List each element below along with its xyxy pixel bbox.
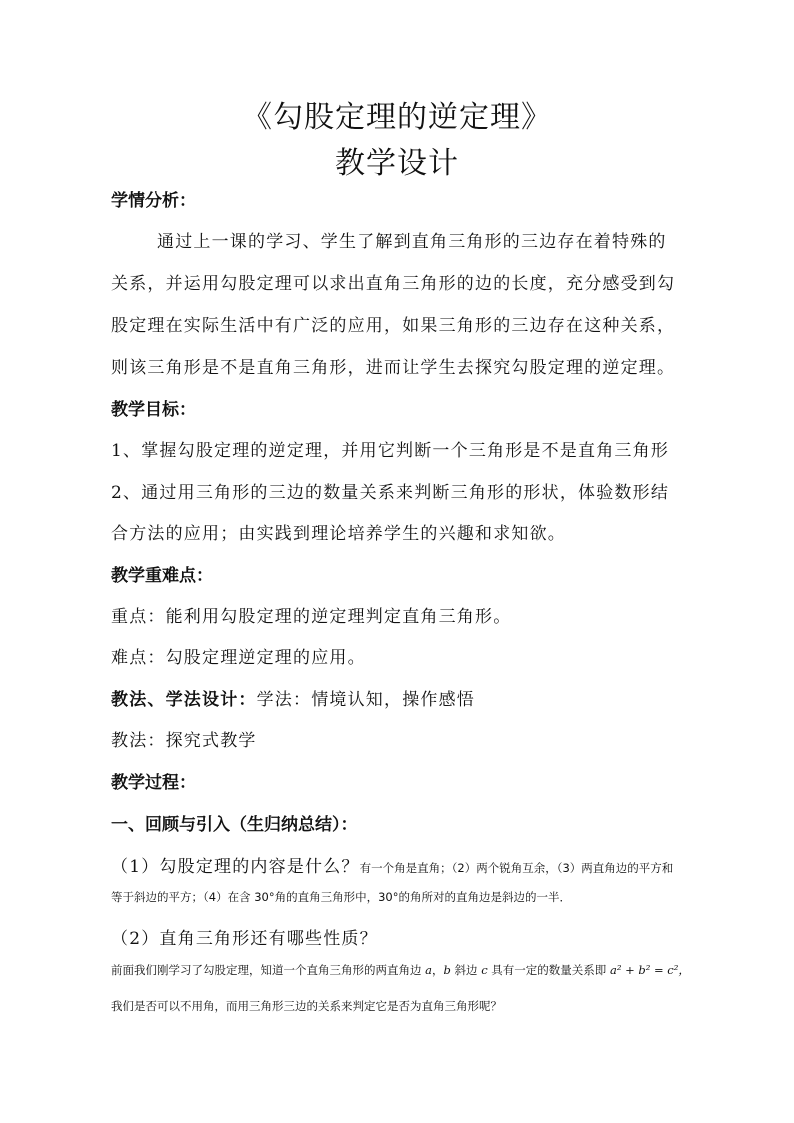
learning-method: 学法：情境认知，操作感悟 (256, 690, 476, 710)
heading-student-analysis: 学情分析： (111, 191, 196, 211)
intro-end: 具有一定的数量关系即 (487, 963, 610, 977)
goal-1: 1、掌握勾股定理的逆定理，并用它判断一个三角形是不是直角三角形 (111, 441, 670, 461)
analysis-paragraph-line-4: 则该三角形是不是直角三角形，进而让学生去探究勾股定理的逆定理。 (111, 358, 676, 378)
methods-line (111, 685, 475, 710)
var-a: a (425, 963, 433, 977)
intro-mid: 斜边 (450, 963, 482, 977)
teaching-method: 教法：探究式教学 (111, 731, 257, 751)
section-1-heading: 一、回顾与引入（生归纳总结）： (111, 815, 358, 835)
question-1-answer-part-2: 等于斜边的平方；（4）在含 30°角的直角三角形中，30°的角所对的直角边是斜边的一半． (111, 890, 571, 904)
title-line-1: 《勾股定理的逆定理》 (242, 100, 552, 135)
title-line-2: 教学设计 (335, 146, 459, 181)
intro-paragraph-line-1 (111, 962, 690, 978)
goal-2-line-1: 2、通过用三角形的三边的数量关系来判断三角形的形状，体验数形结 (111, 483, 670, 503)
intro-paragraph-line-2: 我们是否可以不用角，而用三角形三边的关系来判定它是否为直角三角形呢？ (111, 999, 502, 1013)
var-b: b (443, 963, 451, 977)
question-1-line (111, 852, 673, 877)
analysis-paragraph-line-3: 股定理在实际生活中有广泛的应用，如果三角形的三边存在这种关系， (111, 316, 676, 336)
question-1-answer-part-1: 有一个角是直角；（2）两个锐角互余，（3）两直角边的平方和 (359, 861, 674, 875)
intro-text-a: 前面我们刚学习了勾股定理，知道一个直角三角形的两直角边 (111, 963, 426, 977)
heading-methods: 教法、学法设计： (111, 690, 257, 710)
analysis-paragraph-line-2: 关系，并运用勾股定理可以求出直角三角形的边的长度，充分感受到勾 (111, 274, 676, 294)
pythagorean-formula: a² + b² = c²， (609, 963, 690, 977)
goal-2-line-2: 合方法的应用；由实践到理论培养学生的兴趣和求知欲。 (111, 524, 566, 544)
heading-key-points: 教学重难点： (111, 566, 213, 586)
question-1: （1）勾股定理的内容是什么？ (111, 857, 360, 877)
intro-comma: ， (432, 963, 444, 977)
key-point: 重点：能利用勾股定理的逆定理判定直角三角形。 (111, 607, 512, 627)
question-2: （2）直角三角形还有哪些性质？ (111, 929, 378, 949)
heading-teaching-goals: 教学目标： (111, 400, 196, 420)
heading-teaching-process: 教学过程： (111, 773, 196, 793)
difficult-point: 难点：勾股定理逆定理的应用。 (111, 648, 366, 668)
var-c: c (481, 963, 488, 977)
analysis-paragraph-line-1: 通过上一课的学习、学生了解到直角三角形的三边存在着特殊的 (157, 232, 667, 252)
